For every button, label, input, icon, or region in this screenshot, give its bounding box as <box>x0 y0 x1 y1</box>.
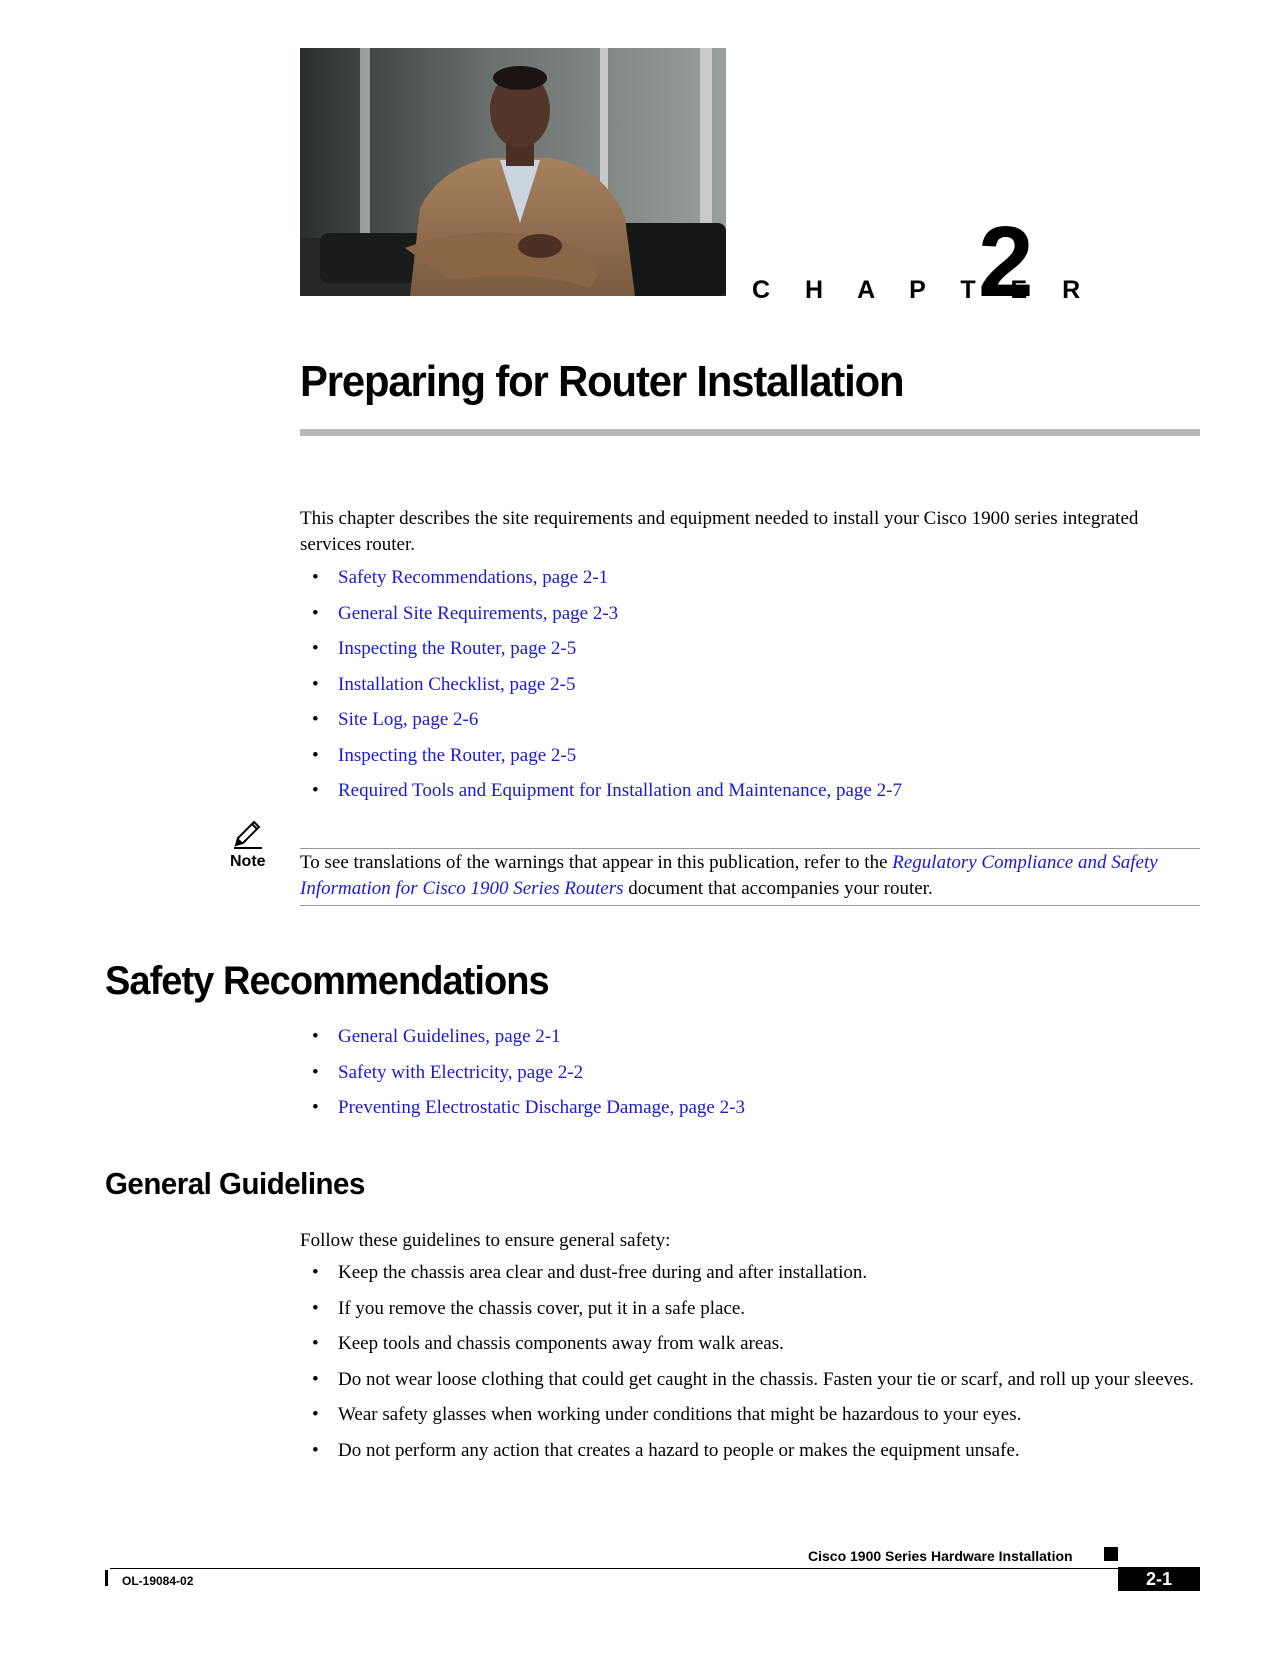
toc-link-required-tools[interactable]: Required Tools and Equipment for Installation and Maintenance, page 2-7 <box>338 780 902 801</box>
footer-title: Cisco 1900 Series Hardware Installation <box>808 1548 1073 1564</box>
toc-link-site-log[interactable]: Site Log, page 2-6 <box>338 709 479 730</box>
toc-link-preventing-esd[interactable]: Preventing Electrostatic Discharge Damage, page 2-3 <box>338 1097 745 1118</box>
footer-doc-number: OL-19084-02 <box>122 1574 194 1588</box>
note-rule-bottom <box>300 905 1200 906</box>
footer-rule <box>110 1568 1118 1569</box>
safety-toc <box>300 1024 1200 1131</box>
general-guidelines-heading: General Guidelines <box>105 1166 365 1201</box>
chapter-photo <box>300 48 726 296</box>
list-item: • If you remove the chassis cover, put it in a safe place. <box>300 1296 1200 1322</box>
chapter-intro: This chapter describes the site requirements and equipment needed to install your Cisco 1900 series integrated services router. <box>300 508 1139 555</box>
list-item <box>300 707 1200 733</box>
toc-link-safety-recommendations[interactable]: Safety Recommendations, page 2-1 <box>338 567 609 588</box>
safety-recommendations-heading: Safety Recommendations <box>105 959 549 1003</box>
guidelines-list <box>300 1260 1200 1473</box>
note-text <box>300 850 1200 902</box>
list-item: • Do not perform any action that creates a hazard to people or makes the equipment unsafe. <box>300 1438 1200 1464</box>
list-item <box>300 672 1200 698</box>
note-label: Note <box>230 853 266 870</box>
note-text-after: document that accompanies your router. <box>623 878 933 899</box>
toc-link-inspecting-router-2[interactable]: Inspecting the Router, page 2-5 <box>338 744 577 766</box>
list-item: • Keep the chassis area clear and dust-free during and after installation. <box>300 1260 1200 1286</box>
note-rule-top <box>300 848 1200 849</box>
list-item <box>300 601 1200 627</box>
list-item <box>300 1095 1200 1121</box>
toc-link-inspecting-router[interactable]: Inspecting the Router, page 2-5 <box>338 638 577 659</box>
chapter-toc <box>300 565 1200 814</box>
pencil-icon <box>230 815 266 851</box>
toc-link-safety-electricity[interactable]: Safety with Electricity, page 2-2 <box>338 1061 584 1083</box>
footer-bar <box>105 1570 108 1586</box>
list-item <box>300 565 1200 591</box>
chapter-number: 2 <box>978 206 1034 318</box>
chapter-title: Preparing for Router Installation <box>300 357 904 406</box>
list-item: • Wear safety glasses when working under conditions that might be hazardous to your eyes. <box>300 1402 1200 1428</box>
list-item: • Keep tools and chassis components away from walk areas. <box>300 1331 1200 1357</box>
page-number: 2-1 <box>1118 1567 1200 1591</box>
list-item <box>300 1060 1200 1086</box>
list-item <box>300 778 1200 804</box>
guidelines-intro: Follow these guidelines to ensure general safety: <box>300 1230 671 1251</box>
list-item <box>300 1024 1200 1050</box>
list-item <box>300 743 1200 769</box>
toc-link-installation-checklist[interactable]: Installation Checklist, page 2-5 <box>338 673 576 695</box>
toc-link-general-guidelines[interactable]: General Guidelines, page 2-1 <box>338 1026 561 1047</box>
note-text-before: To see translations of the warnings that appear in this publication, refer to the <box>300 852 893 873</box>
chapter-label: C H A P T E R <box>752 276 1095 304</box>
list-item: • Do not wear loose clothing that could get caught in the chassis. Fasten your tie or scarf, and roll up your sleeves. <box>300 1367 1200 1393</box>
footer-marker <box>1104 1547 1118 1561</box>
list-item <box>300 636 1200 662</box>
toc-link-general-site-requirements[interactable]: General Site Requirements, page 2-3 <box>338 602 619 624</box>
regulatory-compliance-link[interactable]: Regulatory Compliance and Safety Information for Cisco 1900 Series Routers <box>300 852 1158 899</box>
title-rule <box>300 429 1200 436</box>
